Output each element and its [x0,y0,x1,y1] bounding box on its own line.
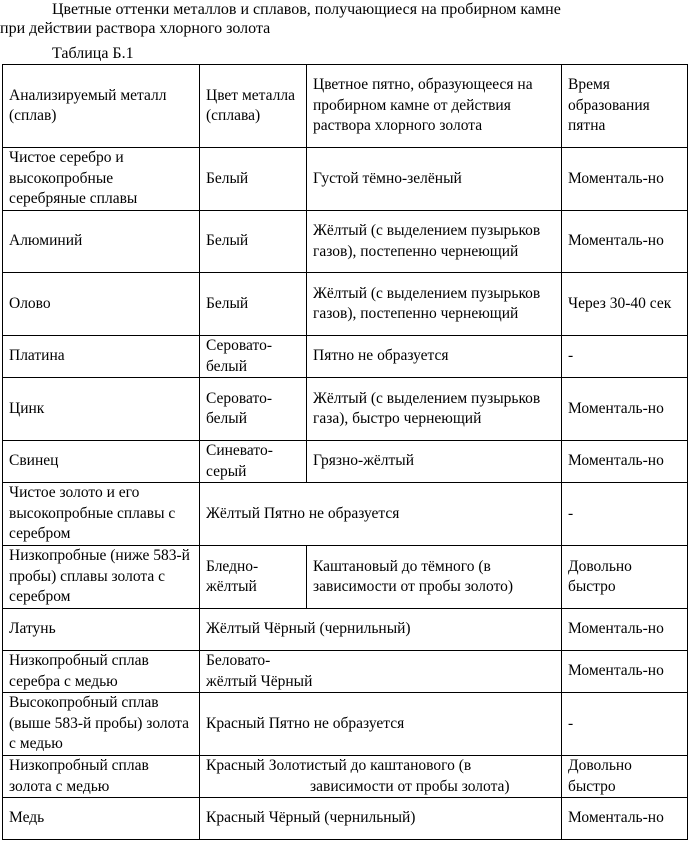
cell-metal: Высокопробный сплав (выше 583-й пробы) золота с медью [3,693,200,756]
header-spot: Цветное пятно, образующееся на пробирном камне от действия раствора хлорного золота [307,65,562,148]
table-row [3,609,688,651]
cell-spot: Грязно-жёлтый [307,441,562,483]
cell-metal: Свинец [3,441,200,483]
title-line-2: при действии раствора хлорного золота [0,20,271,37]
merged-line-2: зависимости от пробы золота) [310,777,510,795]
cell-time: - [562,693,688,756]
cell-time: Моменталь-но [562,378,688,441]
table-row [3,651,688,693]
cell-time: Моменталь-но [562,211,688,273]
cell-time: Моменталь-но [562,798,688,840]
cell-metal: Латунь [3,609,200,651]
cell-metal: Платина [3,336,200,378]
cell-time: Моменталь-но [562,651,688,693]
cell-spot: Жёлтый (с выделением пузырьков газов), постепенно чернеющий [307,273,562,336]
cell-spot: Густой тёмно-зелёный [307,148,562,211]
cell-color: Синевато-серый [200,441,307,483]
cell-time: Моменталь-но [562,609,688,651]
cell-time: - [562,483,688,546]
header-color: Цвет металла (сплава) [200,65,307,148]
header-time: Время образования пятна [562,65,688,148]
cell-color: Белый [200,211,307,273]
merged-line-2: жёлтый Чёрный [206,672,313,690]
cell-time: Довольно быстро [562,546,688,609]
cell-time: Через 30-40 сек [562,273,688,336]
merged-line-1: Красный Золотистый до каштанового (в [206,757,472,774]
table-row [3,273,688,336]
cell-metal: Чистое золото и его высокопробные сплавы с серебром [3,483,200,546]
cell-spot: Каштановый до тёмного (в зависимости от пробы золото) [307,546,562,609]
header-metal: Анализируемый металл (сплав) [3,65,200,148]
cell-color-spot-merged: Жёлтый Пятно не образуется [200,483,562,546]
cell-metal: Медь [3,798,200,840]
cell-color-spot-merged [200,756,562,798]
table-row [3,441,688,483]
table-row [3,756,688,798]
table-row [3,546,688,609]
table-row [3,336,688,378]
cell-time: Моменталь-но [562,441,688,483]
cell-spot: Жёлтый (с выделением пузырьков газов), постепенно чернеющий [307,211,562,273]
table-row [3,798,688,840]
cell-color: Серовато-белый [200,336,307,378]
cell-time: Довольно быстро [562,756,688,798]
cell-spot: Жёлтый (с выделением пузырьков газа), быстро чернеющий [307,378,562,441]
metals-table [2,64,688,840]
cell-metal: Олово [3,273,200,336]
cell-color: Белый [200,148,307,211]
cell-metal: Низкопробный сплав серебра с медью [3,651,200,693]
cell-color-spot-merged: Красный Чёрный (чернильный) [200,798,562,840]
cell-color-spot-merged: Красный Пятно не образуется [200,693,562,756]
table-row [3,483,688,546]
cell-spot: Пятно не образуется [307,336,562,378]
table-row [3,693,688,756]
cell-time: - [562,336,688,378]
cell-color: Серовато-белый [200,378,307,441]
cell-color-spot-merged: Жёлтый Чёрный (чернильный) [200,609,562,651]
table-caption: Таблица Б.1 [52,45,134,62]
cell-color-spot-merged [200,651,562,693]
title-line-1: Цветные оттенки металлов и сплавов, получающиеся на пробирном камне [52,1,561,18]
cell-color: Белый [200,273,307,336]
cell-color: Бледно-жёлтый [200,546,307,609]
table-row [3,148,688,211]
table-row [3,378,688,441]
cell-metal: Алюминий [3,211,200,273]
cell-metal: Низкопробные (ниже 583-й пробы) сплавы золота с серебром [3,546,200,609]
cell-metal: Низкопробный сплав золота с медью [3,756,200,798]
cell-time: Моменталь-но [562,148,688,211]
cell-metal: Чистое серебро и высокопробные серебряные сплавы [3,148,200,211]
merged-line-1: Беловато- [206,652,271,669]
cell-metal: Цинк [3,378,200,441]
table-header-row [3,65,688,148]
table-row [3,211,688,273]
